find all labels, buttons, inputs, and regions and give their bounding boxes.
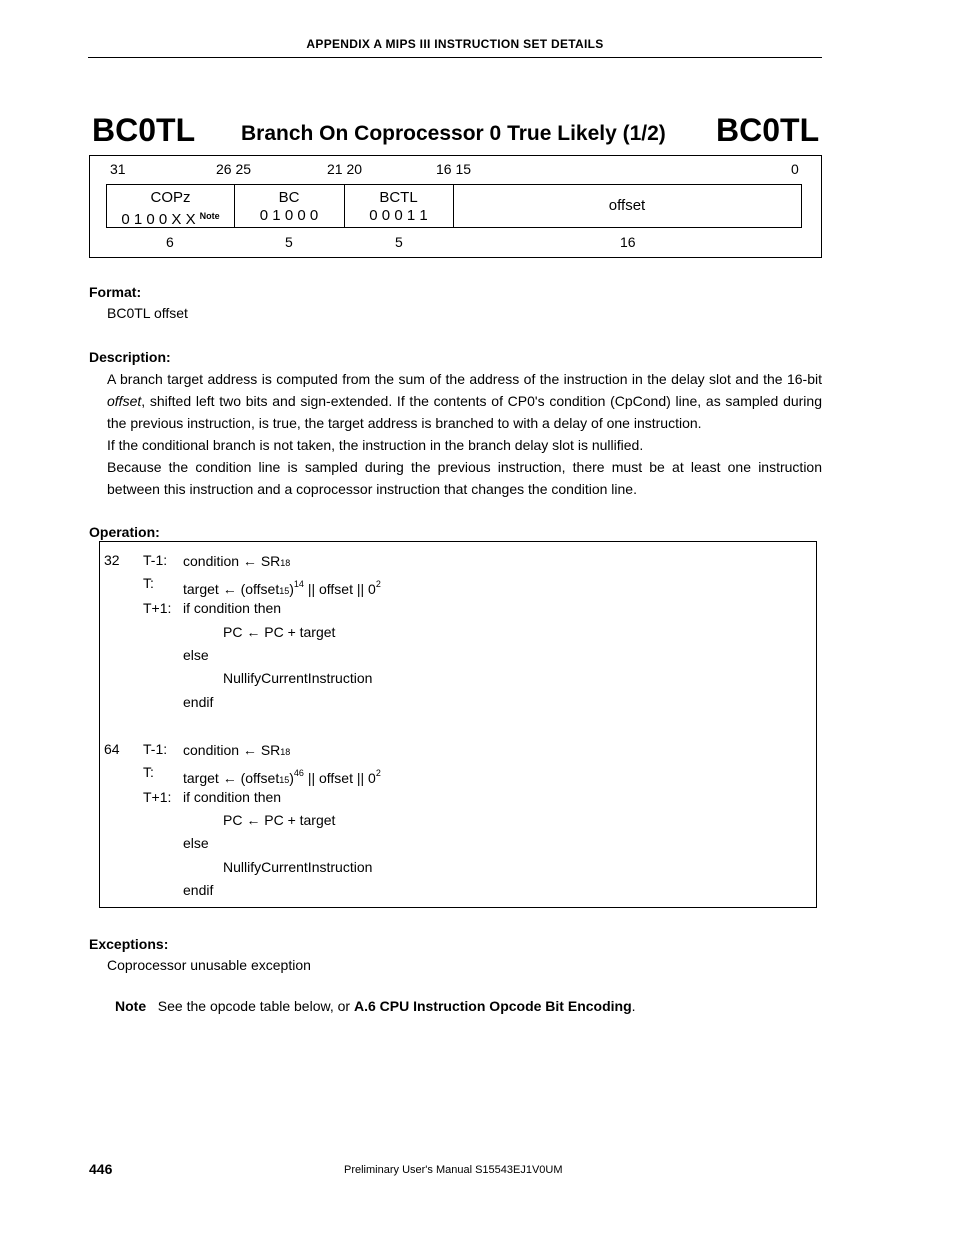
field-value: 0 0 0 1 1 (369, 207, 428, 224)
op-line: NullifyCurrentInstruction (223, 859, 373, 875)
op-line: else (183, 647, 209, 663)
note-reference[interactable]: A.6 CPU Instruction Opcode Bit Encoding (353, 998, 632, 1014)
footer-text: Preliminary User's Manual S15543EJ1V0UM (344, 1164, 563, 1176)
bit-label: 0 (791, 161, 799, 177)
bit-label: 16 15 (436, 161, 472, 177)
description-paragraph (107, 368, 822, 434)
description-paragraph: If the conditional branch is not taken, the instruction in the branch delay slot is nullified. (107, 437, 644, 453)
bit-label: 21 20 (327, 161, 363, 177)
field-name: offset (608, 197, 646, 214)
description-paragraph: Because the condition line is sampled during the previous instruction, there must be at least one instruction between this instruction and a coprocessor instruction that changes the condition line. (107, 459, 822, 497)
field-bctl (344, 184, 454, 228)
op-line (183, 741, 290, 761)
superscript: 14 (293, 579, 304, 589)
op-width: 64 (104, 741, 120, 757)
note-marker: Note (199, 211, 220, 221)
op-line (183, 552, 290, 572)
field-name: BCTL (379, 189, 418, 206)
op-line (183, 575, 381, 600)
text-run: , shifted left two bits and sign-extended. If the contents of CP0's condition (CpCond) line, as sampled during the previous instruction, is true, the target address is branched to with a delay of one instruction. (107, 393, 822, 431)
op-stage: T-1: (143, 552, 168, 568)
text-run: || offset || 0 (303, 770, 376, 786)
subscript: 18 (280, 558, 291, 568)
format-heading: Format: (89, 284, 142, 300)
instruction-title: Branch On Coprocessor 0 True Likely (1/2) (241, 122, 666, 145)
op-line: endif (183, 694, 214, 710)
subscript: 15 (279, 775, 290, 785)
superscript: 2 (375, 579, 381, 589)
running-header: APPENDIX A MIPS III INSTRUCTION SET DETAILS (306, 37, 604, 51)
text-run: ) (289, 581, 294, 597)
text-run: target ← (offset (183, 770, 280, 786)
op-line: endif (183, 882, 214, 898)
operation-heading: Operation: (89, 524, 160, 540)
subscript: 15 (279, 586, 290, 596)
op-line: NullifyCurrentInstruction (223, 670, 373, 686)
text-run: || offset || 0 (303, 581, 376, 597)
italic-term: offset (107, 393, 142, 409)
op-line: if condition then (183, 600, 282, 616)
op-stage: T-1: (143, 741, 168, 757)
op-line: PC ← PC + target (223, 812, 336, 828)
op-stage: T: (143, 575, 154, 591)
field-width: 5 (395, 234, 403, 250)
field-width: 6 (166, 234, 174, 250)
text-run: target ← (offset (183, 581, 280, 597)
field-name: COPz (150, 189, 191, 206)
field-copz (106, 184, 235, 228)
text-run: ) (289, 770, 294, 786)
superscript: 46 (293, 768, 304, 778)
field-value: 0 1 0 0 X X (121, 211, 196, 228)
op-line: if condition then (183, 789, 282, 805)
field-offset (453, 184, 802, 228)
note-end: . (631, 998, 636, 1014)
op-width: 32 (104, 552, 120, 568)
subscript: 18 (280, 747, 291, 757)
mnemonic-left: BC0TL (92, 112, 196, 148)
format-text: BC0TL offset (107, 305, 188, 321)
field-width: 5 (285, 234, 293, 250)
field-name: BC (278, 189, 300, 206)
op-stage: T+1: (143, 789, 172, 805)
op-line (183, 764, 381, 789)
header-rule (88, 57, 822, 58)
op-stage: T: (143, 764, 154, 780)
bit-label: 31 (110, 161, 126, 177)
field-bc (234, 184, 345, 228)
mnemonic-right: BC0TL (716, 112, 820, 148)
op-line: PC ← PC + target (223, 624, 336, 640)
page-number: 446 (89, 1161, 113, 1177)
note-label: Note (115, 998, 147, 1014)
exceptions-text: Coprocessor unusable exception (107, 957, 311, 973)
note (115, 998, 636, 1014)
op-line: else (183, 835, 209, 851)
note-text: See the opcode table below, or (157, 998, 354, 1014)
op-stage: T+1: (143, 600, 172, 616)
text-run: condition ← SR (183, 742, 281, 758)
field-width: 16 (620, 234, 636, 250)
exceptions-heading: Exceptions: (89, 936, 169, 952)
superscript: 2 (375, 768, 381, 778)
bit-label: 26 25 (216, 161, 252, 177)
text-run: condition ← SR (183, 553, 281, 569)
text-run: A branch target address is computed from the sum of the address of the instruction in the delay slot and the 16-bit (107, 371, 822, 387)
description-heading: Description: (89, 349, 171, 365)
description-body (107, 368, 822, 500)
field-value: 0 1 0 0 0 (259, 207, 319, 224)
